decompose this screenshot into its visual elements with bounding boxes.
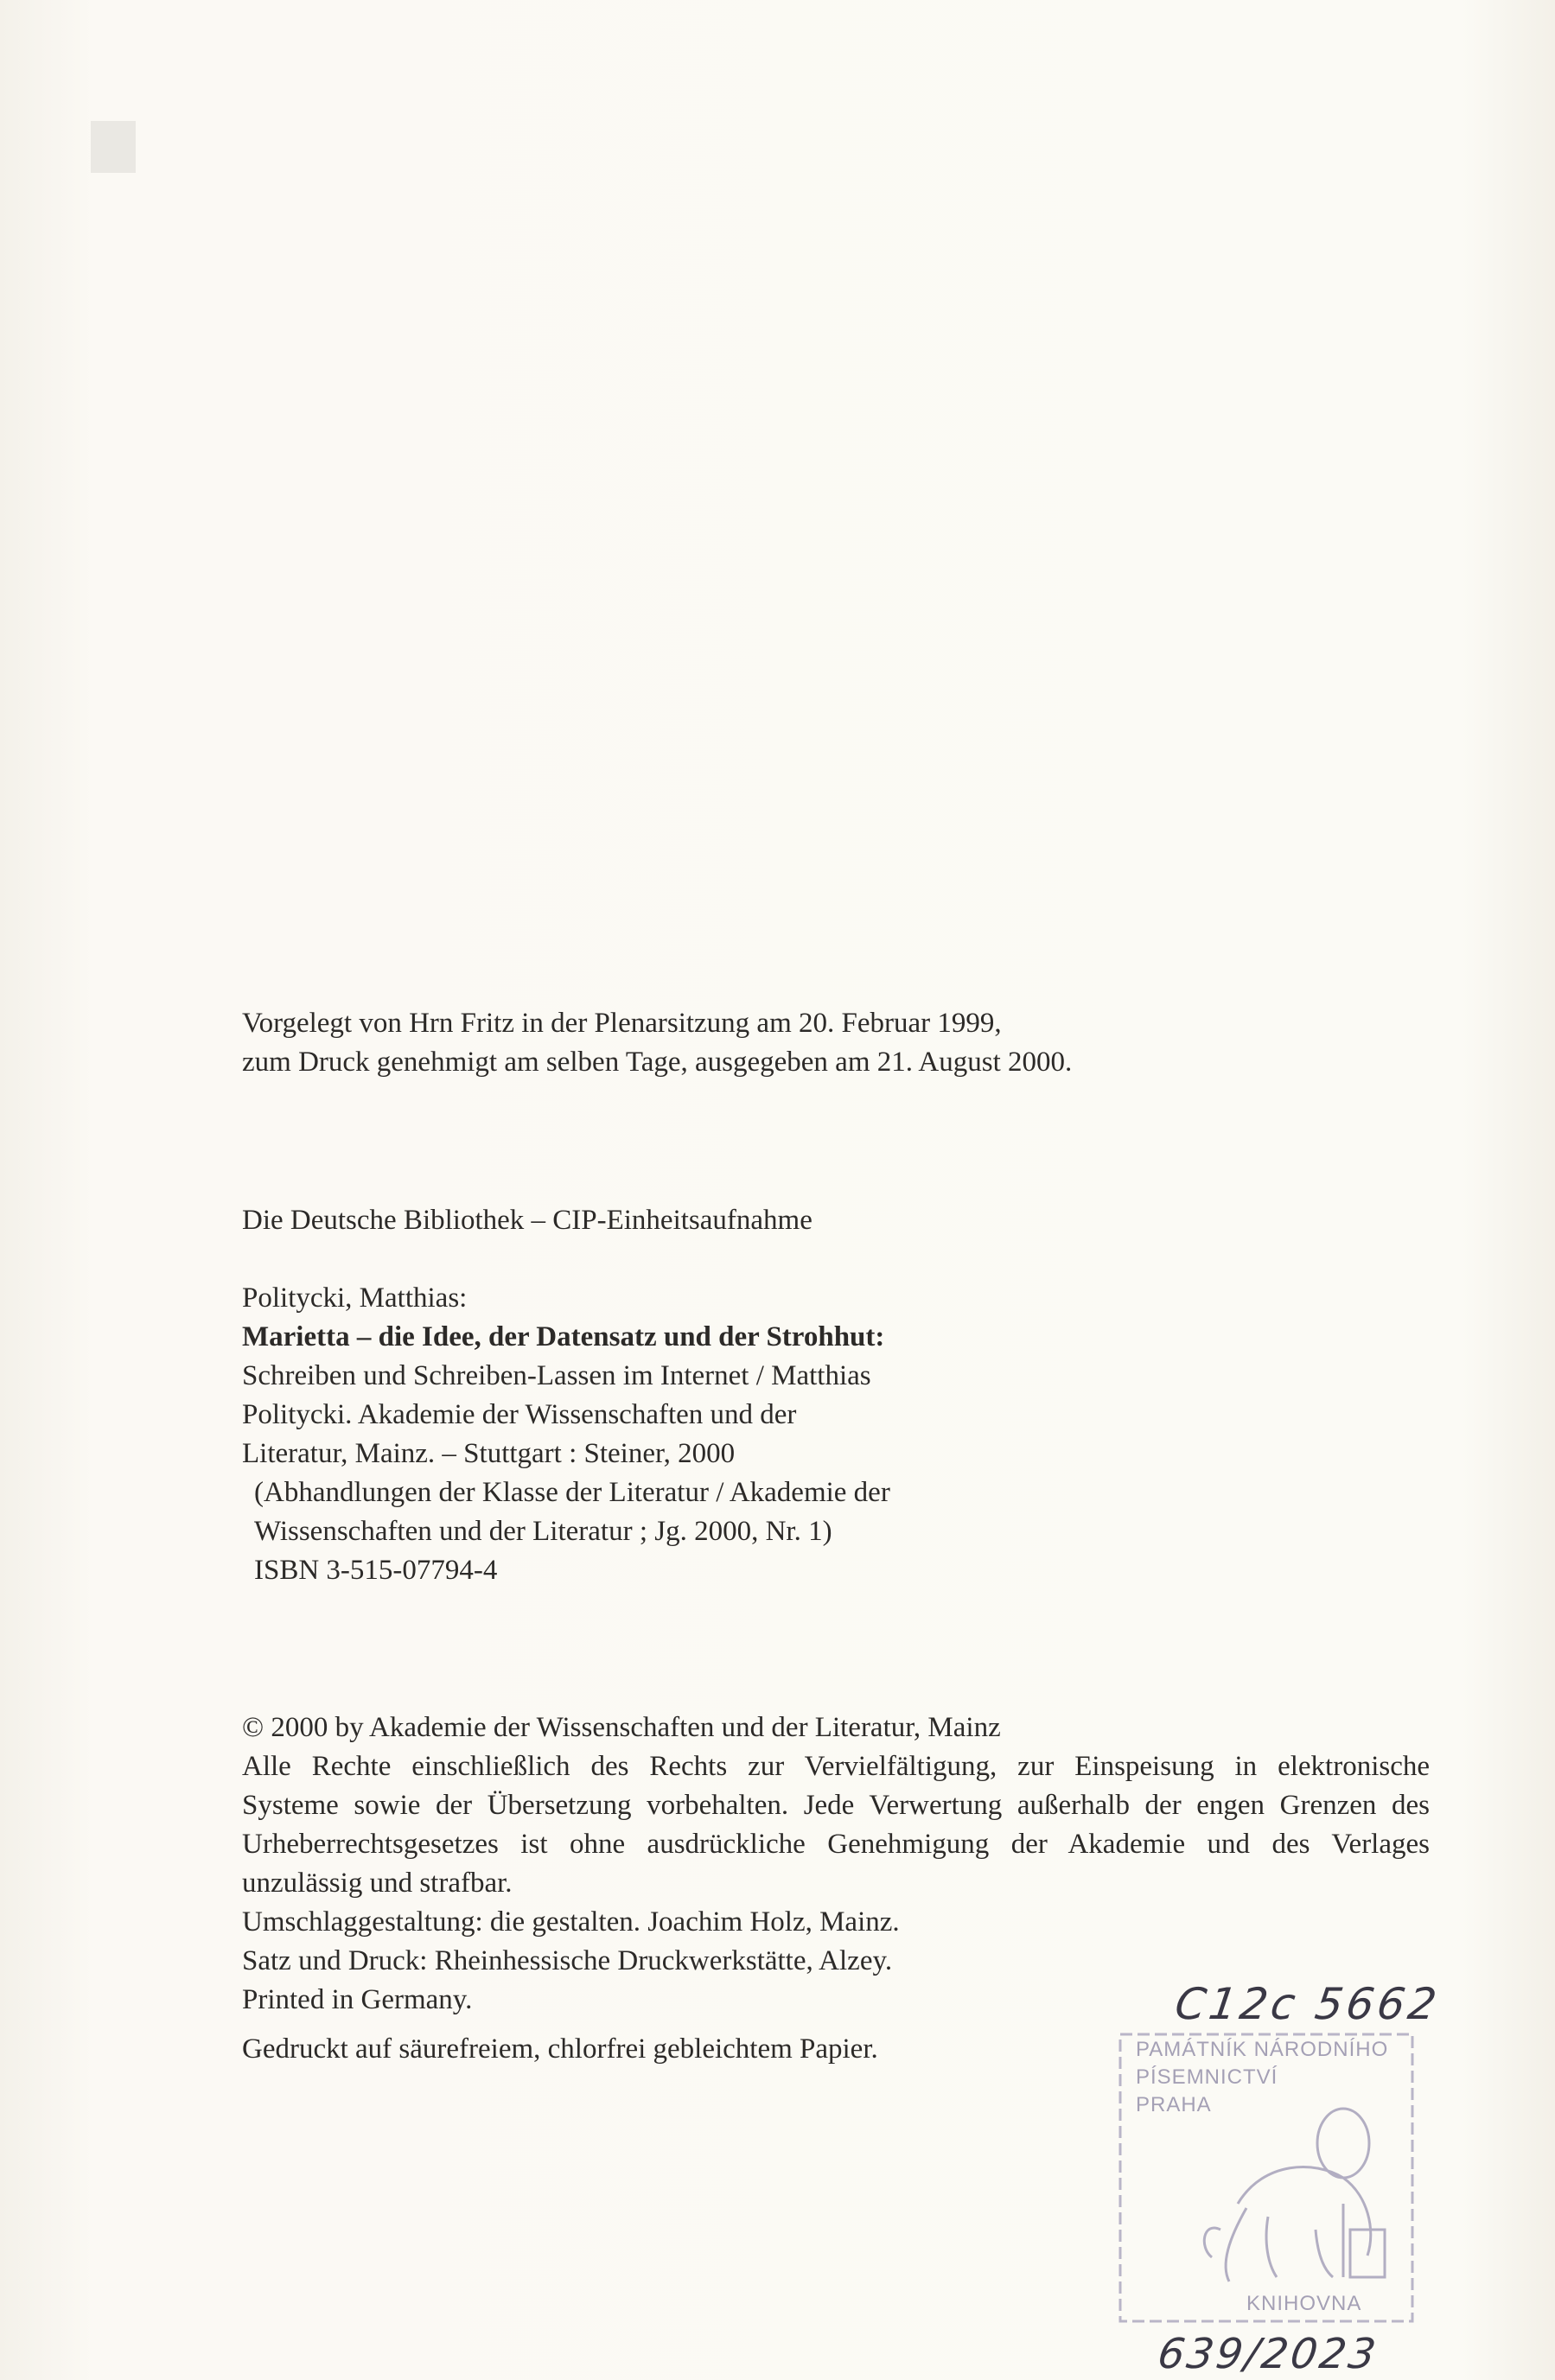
cip-heading-text: Die Deutsche Bibliothek – CIP-Einheitsaufnahme [242, 1205, 813, 1236]
cip-line: Politycki. Akademie der Wissenschaften und der [242, 1399, 797, 1430]
cip-author: Politycki, Matthias: [242, 1282, 468, 1314]
cip-record [242, 1279, 890, 1590]
stamp-line-4: KNIHOVNA [1246, 2292, 1362, 2315]
library-stamp [1117, 2031, 1418, 2325]
cip-isbn: ISBN 3-515-07794-4 [254, 1555, 498, 1586]
cip-title: Marietta – die Idee, der Datensatz und der Strohhut: [242, 1321, 885, 1352]
handwritten-shelf-mark: C12c 5662 [1171, 1979, 1443, 2029]
presentation-line-1: Vorgelegt von Hrn Fritz in der Plenarsitzung am 20. Februar 1999, [242, 1008, 1002, 1039]
stamp-line-2: PÍSEMNICTVÍ [1136, 2065, 1278, 2089]
show-through-logo [91, 121, 136, 173]
rights-last-line: unzulässig und strafbar. [242, 1868, 513, 1899]
presentation-line-2: zum Druck genehmigt am selben Tage, ausgegeben am 21. August 2000. [242, 1047, 1073, 1078]
cip-series-line: Wissenschaften und der Literatur ; Jg. 2000, Nr. 1) [254, 1516, 832, 1547]
cip-line: Schreiben und Schreiben-Lassen im Internet / Matthias [242, 1360, 871, 1391]
cip-series-line: (Abhandlungen der Klasse der Literatur / Akademie der [254, 1477, 890, 1508]
presentation-note [242, 1004, 1072, 1082]
lion-emblem-icon [1204, 2109, 1385, 2281]
copyright-line: © 2000 by Akademie der Wissenschaften und der Literatur, Mainz [242, 1712, 1001, 1743]
rights-justified-line: Urheberrechtsgesetzes ist ohne ausdrückliche Genehmigung der Akademie und des Verlages [242, 1829, 1430, 1860]
cover-design-line: Umschlaggestaltung: die gestalten. Joachim Holz, Mainz. [242, 1906, 900, 1938]
printed-line: Printed in Germany. [242, 1984, 473, 2015]
typesetting-line: Satz und Druck: Rheinhessische Druckwerkstätte, Alzey. [242, 1945, 893, 1976]
handwritten-accession-number: 639/2023 [1155, 2330, 1381, 2378]
rights-justified-line: Systeme sowie der Übersetzung vorbehalten. Jede Verwertung außerhalb der engen Grenzen des [242, 1790, 1430, 1821]
cip-line: Literatur, Mainz. – Stuttgart : Steiner, 2000 [242, 1438, 736, 1469]
cip-heading [242, 1201, 813, 1240]
stamp-line-3: PRAHA [1136, 2093, 1212, 2116]
rights-justified-line: Alle Rechte einschließlich des Rechts zur Vervielfältigung, zur Einspeisung in elektronische [242, 1751, 1430, 1782]
paper-line: Gedruckt auf säurefreiem, chlorfrei gebleichtem Papier. [242, 2033, 878, 2065]
stamp-line-1: PAMÁTNÍK NÁRODNÍHO [1136, 2038, 1389, 2061]
